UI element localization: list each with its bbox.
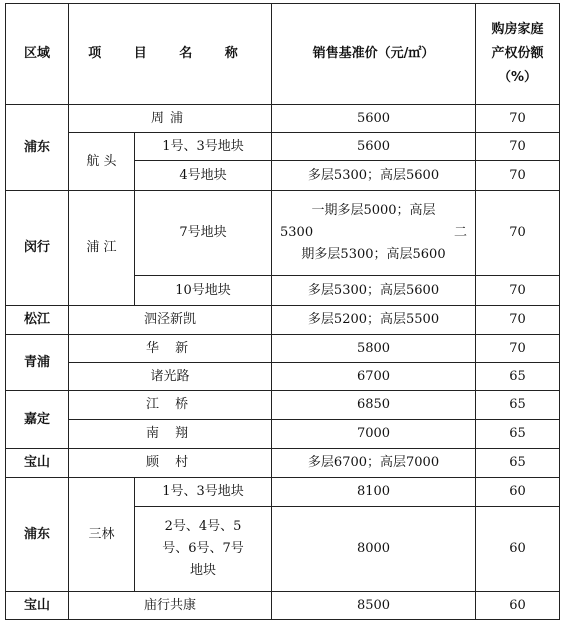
table-row xyxy=(6,335,560,363)
share-cell: 70 xyxy=(476,161,560,191)
sub-area-cell: 浦 江 xyxy=(69,191,135,306)
price-cell: 8100 xyxy=(272,478,476,507)
project-cell: 4号地块 xyxy=(135,161,272,191)
district-cell: 宝山 xyxy=(6,592,69,620)
price-cell: 多层5300；高层5600 xyxy=(272,276,476,306)
district-cell: 青浦 xyxy=(6,335,69,391)
project-cell: 顾 村 xyxy=(69,449,272,478)
header-share xyxy=(476,4,560,105)
table-row xyxy=(6,449,560,478)
share-cell: 60 xyxy=(476,478,560,507)
sub-area-cell: 三林 xyxy=(69,478,135,592)
project-cell: 诸光路 xyxy=(69,363,272,391)
price-cell: 8500 xyxy=(272,592,476,620)
price-cell: 8000 xyxy=(272,507,476,592)
project-line: 2号、4号、5 xyxy=(164,519,242,534)
table-row xyxy=(6,363,560,391)
share-cell: 70 xyxy=(476,133,560,161)
project-cell: 泗泾新凯 xyxy=(69,306,272,335)
price-cell: 7000 xyxy=(272,420,476,449)
project-line: 号、6号、7号 xyxy=(162,541,244,556)
table-row xyxy=(6,105,560,133)
project-line: 地块 xyxy=(190,563,217,578)
header-project-name: 项 目 名 称 xyxy=(69,4,272,105)
district-cell: 嘉定 xyxy=(6,391,69,449)
header-base-price: 销售基准价（元/㎡） xyxy=(272,4,476,105)
header-share-line3: （%） xyxy=(498,70,538,85)
project-cell: 1号、3号地块 xyxy=(135,133,272,161)
share-cell: 65 xyxy=(476,363,560,391)
price-cell: 多层5200；高层5500 xyxy=(272,306,476,335)
district-cell: 浦东 xyxy=(6,478,69,592)
district-cell: 宝山 xyxy=(6,449,69,478)
price-line xyxy=(274,222,473,244)
share-cell: 70 xyxy=(476,335,560,363)
table-row xyxy=(6,133,560,161)
header-share-line1: 购房家庭 xyxy=(491,22,544,37)
price-cell: 多层6700；高层7000 xyxy=(272,449,476,478)
share-cell: 65 xyxy=(476,391,560,420)
housing-price-table xyxy=(5,3,560,620)
table-row xyxy=(6,306,560,335)
project-cell: 江 桥 xyxy=(69,391,272,420)
share-cell: 65 xyxy=(476,449,560,478)
table-header-row xyxy=(6,4,560,105)
project-cell: 庙行共康 xyxy=(69,592,272,620)
sub-area-cell: 航 头 xyxy=(69,133,135,191)
share-cell: 65 xyxy=(476,420,560,449)
price-part: 5300 xyxy=(280,225,314,240)
table-row xyxy=(6,592,560,620)
district-cell: 松江 xyxy=(6,306,69,335)
table-row xyxy=(6,391,560,420)
project-cell: 7号地块 xyxy=(135,191,272,276)
table-row xyxy=(6,478,560,507)
share-cell: 60 xyxy=(476,507,560,592)
price-cell: 5600 xyxy=(272,133,476,161)
district-cell: 浦东 xyxy=(6,105,69,191)
share-cell: 70 xyxy=(476,191,560,276)
price-line: 期多层5300；高层5600 xyxy=(301,247,446,262)
table-row xyxy=(6,191,560,276)
project-cell: 周浦 xyxy=(69,105,272,133)
district-cell: 闵行 xyxy=(6,191,69,306)
project-cell: 10号地块 xyxy=(135,276,272,306)
share-cell: 70 xyxy=(476,306,560,335)
price-cell: 6700 xyxy=(272,363,476,391)
project-cell: 南 翔 xyxy=(69,420,272,449)
share-cell: 60 xyxy=(476,592,560,620)
price-cell xyxy=(272,191,476,276)
header-district: 区域 xyxy=(6,4,69,105)
header-share-line2: 产权份额 xyxy=(491,46,544,61)
price-line: 一期多层5000；高层 xyxy=(311,203,436,218)
price-cell: 6850 xyxy=(272,391,476,420)
price-part: 二 xyxy=(454,225,468,240)
project-cell xyxy=(135,507,272,592)
price-cell: 5800 xyxy=(272,335,476,363)
table-row xyxy=(6,420,560,449)
project-cell: 1号、3号地块 xyxy=(135,478,272,507)
price-cell: 多层5300；高层5600 xyxy=(272,161,476,191)
share-cell: 70 xyxy=(476,105,560,133)
price-cell: 5600 xyxy=(272,105,476,133)
project-cell: 华 新 xyxy=(69,335,272,363)
share-cell: 70 xyxy=(476,276,560,306)
